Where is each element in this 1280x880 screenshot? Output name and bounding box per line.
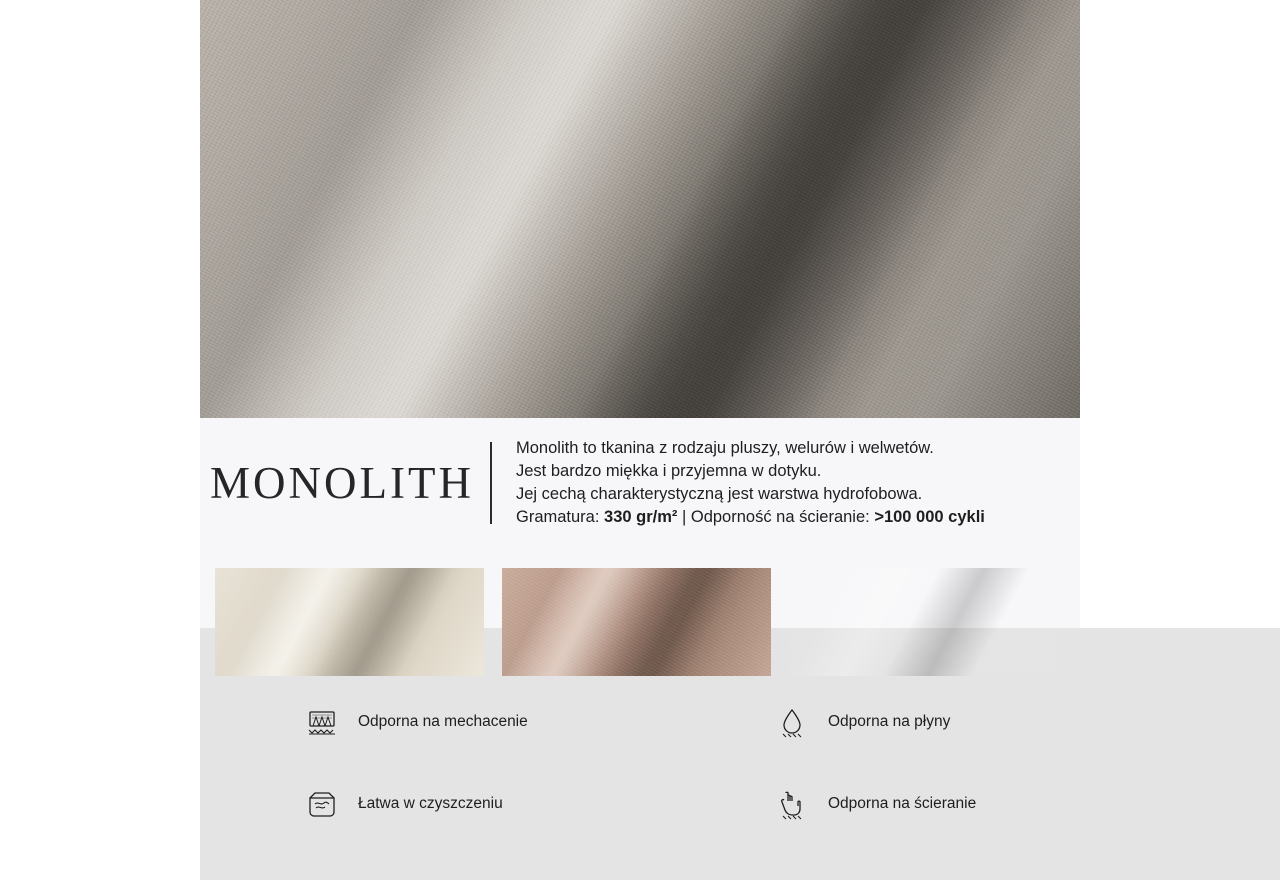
description-line-2: Jest bardzo miękka i przyjemna w dotyku. [516, 462, 822, 480]
feature-row [300, 700, 1060, 744]
liquid-resistant-icon [770, 700, 814, 744]
info-band [200, 418, 1080, 548]
feature-label: Łatwa w czyszczeniu [358, 795, 503, 812]
abrasion-value: >100 000 cykli [874, 508, 985, 526]
specs-line [516, 506, 1080, 529]
swatch-green[interactable] [789, 568, 1058, 676]
anti-pilling-icon [300, 700, 344, 744]
feature-label: Odporna na mechacenie [358, 713, 528, 730]
abrasion-resistant-icon [770, 782, 814, 826]
feature-easy-clean [300, 782, 770, 826]
swatch-beige[interactable] [215, 568, 484, 676]
swatch-sheen [215, 568, 484, 676]
abrasion-label: Odporność na ścieranie: [690, 508, 875, 526]
description-block [516, 437, 1080, 529]
swatch-sheen [789, 568, 1058, 676]
feature-abrasion-resistant [770, 782, 1060, 826]
swatch-brown[interactable] [502, 568, 771, 676]
page-title: MONOLITH [210, 458, 474, 508]
feature-list [300, 700, 1060, 864]
vertical-divider [490, 442, 492, 524]
description-line-3: Jej cechą charakterystyczną jest warstwa hydrofobowa. [516, 485, 923, 503]
feature-liquid-resistant [770, 700, 1060, 744]
weight-label: Gramatura: [516, 508, 605, 526]
color-swatch-list [215, 568, 1065, 676]
hero-fabric-fold [200, 0, 1080, 418]
swatch-sheen [502, 568, 771, 676]
feature-label: Odporna na płyny [828, 713, 951, 730]
easy-clean-icon [300, 782, 344, 826]
spec-separator: | [677, 508, 691, 526]
hero-fabric-image [200, 0, 1080, 418]
feature-anti-pilling [300, 700, 770, 744]
description-line-1: Monolith to tkanina z rodzaju pluszy, welurów i welwetów. [516, 439, 934, 457]
feature-row [300, 782, 1060, 826]
feature-label: Odporna na ścieranie [828, 795, 977, 812]
weight-value: 330 gr/m² [604, 508, 678, 526]
